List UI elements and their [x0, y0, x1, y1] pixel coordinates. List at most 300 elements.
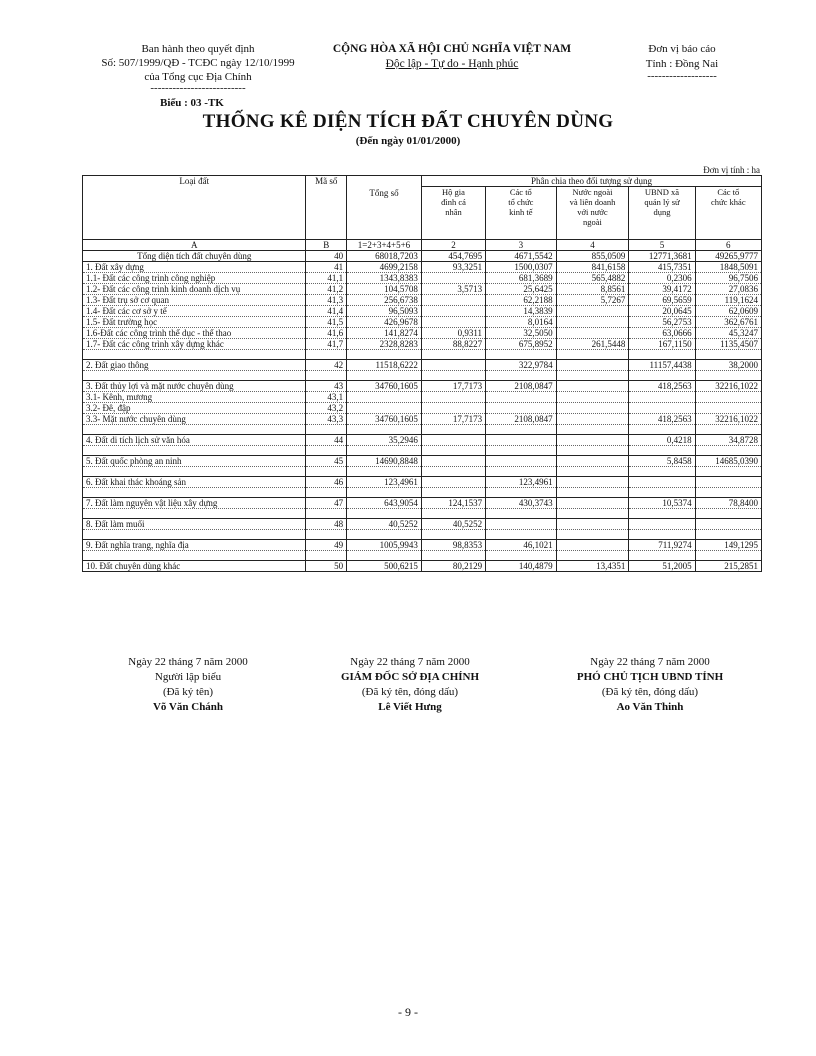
spacer-cell	[306, 530, 347, 540]
row-code: 48	[306, 519, 347, 530]
spacer-cell	[83, 446, 306, 456]
spacer-cell	[695, 446, 761, 456]
row-value: 14,3839	[486, 306, 557, 317]
row-value	[486, 403, 557, 414]
row-value: 25,6425	[486, 284, 557, 295]
spacer-cell	[347, 371, 422, 381]
row-label: 1.5- Đất trường học	[83, 317, 306, 328]
land-statistics-table	[82, 175, 762, 572]
row-value	[556, 360, 629, 371]
spacer-cell	[486, 530, 557, 540]
preparer-role: Người lập biểu	[154, 671, 222, 683]
row-value: 119,1624	[695, 295, 761, 306]
row-value: 38,2000	[695, 360, 761, 371]
spacer-cell	[347, 509, 422, 519]
row-value	[556, 403, 629, 414]
row-value: 4	[556, 240, 629, 251]
row-value: 3,5713	[421, 284, 485, 295]
group-spacer	[83, 488, 762, 498]
row-value: 51,2005	[629, 561, 695, 572]
spacer-cell	[83, 551, 306, 561]
issuing-line-3: của Tổng cục Địa Chính	[144, 71, 252, 83]
row-value: 2108,0847	[486, 414, 557, 425]
reporting-unit-block	[612, 42, 752, 80]
spacer-cell	[421, 467, 485, 477]
row-value	[421, 317, 485, 328]
row-value: 46,1021	[486, 540, 557, 551]
row-value: 96,5093	[347, 306, 422, 317]
row-label: 10. Đất chuyên dùng khác	[83, 561, 306, 572]
row-code: 43,1	[306, 392, 347, 403]
row-label: 7. Đất làm nguyên vật liệu xây dựng	[83, 498, 306, 509]
spacer-cell	[629, 350, 695, 360]
header-total: Tổng số	[347, 176, 422, 240]
spacer-cell	[556, 509, 629, 519]
unit-label: Đơn vị tính : ha	[703, 165, 760, 175]
header-commune-l2: quản lý sử	[644, 197, 680, 207]
row-value: 215,2851	[695, 561, 761, 572]
row-value: 418,2563	[629, 414, 695, 425]
header-economic-orgs	[486, 187, 557, 240]
spacer-cell	[486, 467, 557, 477]
spacer-cell	[306, 551, 347, 561]
row-value: 11157,4438	[629, 360, 695, 371]
row-value	[695, 403, 761, 414]
row-value: 426,9678	[347, 317, 422, 328]
row-value: 123,4961	[486, 477, 557, 488]
row-value	[421, 456, 485, 467]
row-value: 167,1150	[629, 339, 695, 350]
row-value	[556, 328, 629, 339]
table-row	[83, 339, 762, 350]
table-row	[83, 284, 762, 295]
table-row	[83, 392, 762, 403]
row-value: 39,4172	[629, 284, 695, 295]
row-value: 4671,5542	[486, 251, 557, 262]
group-spacer	[83, 530, 762, 540]
row-label: 1.7- Đất các công trình xây dựng khác	[83, 339, 306, 350]
spacer-cell	[347, 551, 422, 561]
director-role: GIÁM ĐỐC SỞ ĐỊA CHÍNH	[340, 671, 480, 683]
spacer-cell	[486, 371, 557, 381]
spacer-cell	[629, 425, 695, 435]
spacer-cell	[347, 488, 422, 498]
group-spacer	[83, 350, 762, 360]
national-header	[322, 42, 582, 72]
row-code: 41,5	[306, 317, 347, 328]
row-value: 34,8728	[695, 435, 761, 446]
row-value: 8,0164	[486, 317, 557, 328]
row-label: 3.1- Kênh, mương	[83, 392, 306, 403]
row-value: 17,7173	[421, 414, 485, 425]
issuing-line-1: Ban hành theo quyết định	[141, 43, 255, 55]
table-row	[83, 456, 762, 467]
header-commune	[629, 187, 695, 240]
group-spacer	[83, 551, 762, 561]
spacer-cell	[421, 488, 485, 498]
header-other-orgs-l1: Các tổ	[717, 187, 740, 197]
row-label: 1.4- Đất các cơ sở y tế	[83, 306, 306, 317]
row-label: 5. Đất quốc phòng an ninh	[83, 456, 306, 467]
row-value	[629, 477, 695, 488]
row-value: 124,1537	[421, 498, 485, 509]
header-code: Mã số	[306, 176, 347, 240]
row-value: 1=2+3+4+5+6	[347, 240, 422, 251]
row-value	[421, 477, 485, 488]
spacer-cell	[695, 488, 761, 498]
signature-director	[300, 655, 520, 715]
row-value: 5,7267	[556, 295, 629, 306]
spacer-cell	[695, 425, 761, 435]
spacer-cell	[421, 509, 485, 519]
row-value: 149,1295	[695, 540, 761, 551]
table-body	[83, 176, 762, 572]
form-code: Biểu : 03 -TK	[160, 97, 224, 109]
spacer-cell	[421, 530, 485, 540]
row-value: 0,2306	[629, 273, 695, 284]
spacer-cell	[629, 530, 695, 540]
row-label: 2. Đất giao thông	[83, 360, 306, 371]
row-value	[421, 435, 485, 446]
table-row	[83, 540, 762, 551]
row-value: 78,8400	[695, 498, 761, 509]
row-value: 40,5252	[347, 519, 422, 530]
row-value: 17,7173	[421, 381, 485, 392]
table-row	[83, 498, 762, 509]
table-row	[83, 477, 762, 488]
table-row	[83, 306, 762, 317]
spacer-cell	[629, 551, 695, 561]
row-value: 11518,6222	[347, 360, 422, 371]
director-date: Ngày 22 tháng 7 năm 2000	[350, 656, 470, 668]
row-code: 43,3	[306, 414, 347, 425]
preparer-note: (Đã ký tên)	[162, 686, 214, 698]
spacer-cell	[695, 509, 761, 519]
row-label: 1.6-Đất các công trình thể dục - thể thao	[83, 328, 306, 339]
header-land-type: Loại đất	[83, 176, 306, 240]
spacer-cell	[629, 509, 695, 519]
table-row	[83, 328, 762, 339]
row-code: 43	[306, 381, 347, 392]
spacer-cell	[421, 551, 485, 561]
row-value: 418,2563	[629, 381, 695, 392]
spacer-cell	[347, 425, 422, 435]
row-value	[556, 317, 629, 328]
page-number: - 9 -	[398, 1005, 418, 1019]
row-code: 41,3	[306, 295, 347, 306]
header-households	[421, 187, 485, 240]
spacer-cell	[306, 488, 347, 498]
table-row	[83, 273, 762, 284]
header-other-orgs	[695, 187, 761, 240]
row-code: 45	[306, 456, 347, 467]
row-value: 68018,7203	[347, 251, 422, 262]
spacer-cell	[695, 467, 761, 477]
row-label: 4. Đất di tích lịch sử văn hóa	[83, 435, 306, 446]
table-row	[83, 360, 762, 371]
vice-chairman-role: PHÓ CHỦ TỊCH UBND TỈNH	[576, 671, 724, 683]
reporting-unit-rule: -------------------	[647, 70, 717, 82]
spacer-cell	[306, 509, 347, 519]
spacer-cell	[556, 425, 629, 435]
spacer-cell	[421, 350, 485, 360]
row-value	[629, 403, 695, 414]
row-value	[695, 392, 761, 403]
header-economic-orgs-l1: Các tổ	[509, 187, 532, 197]
spacer-cell	[486, 425, 557, 435]
spacer-cell	[556, 488, 629, 498]
table-row	[83, 435, 762, 446]
signature-vice-chairman	[540, 655, 760, 715]
spacer-cell	[486, 350, 557, 360]
spacer-cell	[556, 371, 629, 381]
reporting-unit-label: Đơn vị báo cáo	[648, 43, 716, 55]
row-value: 0,4218	[629, 435, 695, 446]
table-row	[83, 403, 762, 414]
row-code: 41,7	[306, 339, 347, 350]
spacer-cell	[347, 467, 422, 477]
spacer-cell	[83, 467, 306, 477]
vice-chairman-note: (Đã ký tên, đóng dấu)	[601, 686, 699, 698]
row-value: 322,9784	[486, 360, 557, 371]
header-commune-l3: dụng	[653, 207, 671, 217]
spacer-cell	[306, 425, 347, 435]
vice-chairman-name: Ao Văn Thinh	[616, 701, 684, 713]
row-value	[556, 498, 629, 509]
row-value: 69,5659	[629, 295, 695, 306]
row-value: 841,6158	[556, 262, 629, 273]
spacer-cell	[83, 509, 306, 519]
spacer-cell	[629, 467, 695, 477]
vice-chairman-date: Ngày 22 tháng 7 năm 2000	[590, 656, 710, 668]
issuing-decision-block	[78, 42, 318, 92]
row-value	[486, 519, 557, 530]
spacer-cell	[556, 350, 629, 360]
row-value: 14685,0390	[695, 456, 761, 467]
row-label: A	[83, 240, 306, 251]
spacer-cell	[695, 530, 761, 540]
row-value: 34760,1605	[347, 414, 422, 425]
row-value: 10,5374	[629, 498, 695, 509]
row-value	[421, 295, 485, 306]
spacer-cell	[83, 371, 306, 381]
row-value: 20,0645	[629, 306, 695, 317]
spacer-cell	[306, 371, 347, 381]
spacer-cell	[556, 467, 629, 477]
header-foreign-l3: với nước	[577, 207, 608, 217]
row-value: 35,2946	[347, 435, 422, 446]
row-value	[556, 381, 629, 392]
row-label: 1.3- Đất trụ sở cơ quan	[83, 295, 306, 306]
header-households-l2: đình cá	[441, 197, 466, 207]
row-value: 1343,8383	[347, 273, 422, 284]
group-spacer	[83, 446, 762, 456]
row-value: 2	[421, 240, 485, 251]
spacer-cell	[421, 371, 485, 381]
row-value: 98,8353	[421, 540, 485, 551]
spacer-cell	[629, 371, 695, 381]
header-economic-orgs-l3: kinh tế	[509, 207, 533, 217]
row-value: 855,0509	[556, 251, 629, 262]
row-value	[486, 435, 557, 446]
row-value: 27,0836	[695, 284, 761, 295]
table-row	[83, 414, 762, 425]
table-row	[83, 519, 762, 530]
row-value: 0,9311	[421, 328, 485, 339]
director-name: Lê Viết Hưng	[378, 701, 442, 713]
spacer-cell	[556, 551, 629, 561]
row-value: 256,6738	[347, 295, 422, 306]
row-value	[629, 392, 695, 403]
row-label: Tổng diện tích đất chuyên dùng	[83, 251, 306, 262]
row-value	[556, 540, 629, 551]
spacer-cell	[347, 530, 422, 540]
header-commune-l1: UBND xã	[644, 187, 680, 197]
row-code: 49	[306, 540, 347, 551]
header-economic-orgs-l2: tổ chức	[508, 197, 534, 207]
spacer-cell	[695, 371, 761, 381]
table-row	[83, 561, 762, 572]
row-value	[486, 392, 557, 403]
row-code: 41,6	[306, 328, 347, 339]
row-code: 41	[306, 262, 347, 273]
spacer-cell	[486, 446, 557, 456]
table-row	[83, 262, 762, 273]
header-households-l1: Hộ gia	[442, 187, 465, 197]
row-value: 4699,2158	[347, 262, 422, 273]
header-group: Phân chia theo đối tượng sử dụng	[421, 176, 761, 187]
row-value: 415,7351	[629, 262, 695, 273]
row-value: 140,4879	[486, 561, 557, 572]
row-label: 3.2- Đê, đập	[83, 403, 306, 414]
row-value: 711,9274	[629, 540, 695, 551]
header-foreign-l1: Nước ngoài	[572, 187, 613, 197]
row-value: 454,7695	[421, 251, 485, 262]
row-code: 41,4	[306, 306, 347, 317]
row-label: 1.1- Đất các công trình công nghiệp	[83, 273, 306, 284]
index-row	[83, 240, 762, 251]
row-value	[421, 360, 485, 371]
spacer-cell	[306, 446, 347, 456]
header-foreign-l2: và liên doanh	[569, 197, 616, 207]
table-header-row	[83, 176, 762, 187]
row-value	[421, 392, 485, 403]
row-value: 62,0609	[695, 306, 761, 317]
row-value	[556, 477, 629, 488]
motto: Độc lập - Tự do - Hạnh phúc	[385, 58, 519, 70]
table-row	[83, 381, 762, 392]
row-label: 8. Đất làm muối	[83, 519, 306, 530]
spacer-cell	[347, 350, 422, 360]
row-value	[556, 306, 629, 317]
row-value: 96,7506	[695, 273, 761, 284]
row-value: 1848,5091	[695, 262, 761, 273]
row-value: 141,8274	[347, 328, 422, 339]
province-name: Tỉnh : Đồng Nai	[645, 58, 719, 70]
director-note: (Đã ký tên, đóng dấu)	[361, 686, 459, 698]
row-label: 3. Đất thủy lợi và mặt nước chuyên dùng	[83, 381, 306, 392]
row-value: 56,2753	[629, 317, 695, 328]
country-name: CỘNG HÒA XÃ HỘI CHỦ NGHĨA VIỆT NAM	[332, 43, 572, 55]
row-value: 49265,9777	[695, 251, 761, 262]
row-value: 14690,8848	[347, 456, 422, 467]
row-value: 362,6761	[695, 317, 761, 328]
page-subtitle: (Đến ngày 01/01/2000)	[355, 135, 461, 147]
row-value	[556, 435, 629, 446]
row-value: 5	[629, 240, 695, 251]
row-value: 1005,9943	[347, 540, 422, 551]
row-code: 43,2	[306, 403, 347, 414]
row-code: 40	[306, 251, 347, 262]
row-value: 45,3247	[695, 328, 761, 339]
row-value: 643,9054	[347, 498, 422, 509]
row-code: 44	[306, 435, 347, 446]
group-spacer	[83, 509, 762, 519]
row-value	[421, 273, 485, 284]
issuing-line-2: Số: 507/1999/QĐ - TCĐC ngày 12/10/1999	[101, 57, 295, 69]
issuing-rule: --------------------------	[150, 82, 246, 94]
row-code: 42	[306, 360, 347, 371]
row-value	[556, 414, 629, 425]
row-value: 1500,0307	[486, 262, 557, 273]
preparer-name: Võ Văn Chánh	[152, 701, 224, 713]
row-value: 63,0666	[629, 328, 695, 339]
row-value: 32,5050	[486, 328, 557, 339]
group-spacer	[83, 371, 762, 381]
row-value	[486, 456, 557, 467]
header-households-l3: nhân	[445, 207, 462, 217]
row-value: 104,5708	[347, 284, 422, 295]
spacer-cell	[556, 530, 629, 540]
row-label: 1.2- Đất các công trình kinh doanh dịch vụ	[83, 284, 306, 295]
row-value: 261,5448	[556, 339, 629, 350]
row-value	[695, 519, 761, 530]
row-value: 2328,8283	[347, 339, 422, 350]
row-value: 2108,0847	[486, 381, 557, 392]
spacer-cell	[629, 488, 695, 498]
row-value: 565,4882	[556, 273, 629, 284]
row-value: 8,8561	[556, 284, 629, 295]
row-label: 1. Đất xây dựng	[83, 262, 306, 273]
row-value: 40,5252	[421, 519, 485, 530]
row-value: 12771,3681	[629, 251, 695, 262]
spacer-cell	[306, 467, 347, 477]
spacer-cell	[629, 446, 695, 456]
spacer-cell	[83, 425, 306, 435]
header-foreign-l4: ngoài	[583, 217, 602, 227]
spacer-cell	[486, 488, 557, 498]
row-code: B	[306, 240, 347, 251]
spacer-cell	[556, 446, 629, 456]
table-row	[83, 295, 762, 306]
row-code: 41,1	[306, 273, 347, 284]
row-code: 47	[306, 498, 347, 509]
row-value: 500,6215	[347, 561, 422, 572]
spacer-cell	[347, 446, 422, 456]
row-value	[347, 403, 422, 414]
row-value: 88,8227	[421, 339, 485, 350]
row-code: 46	[306, 477, 347, 488]
row-value: 1135,4507	[695, 339, 761, 350]
row-value: 681,3689	[486, 273, 557, 284]
row-value	[556, 392, 629, 403]
row-value: 13,4351	[556, 561, 629, 572]
table-row	[83, 317, 762, 328]
row-value: 5,8458	[629, 456, 695, 467]
row-value	[347, 392, 422, 403]
spacer-cell	[486, 551, 557, 561]
row-label: 6. Đất khai thác khoáng sản	[83, 477, 306, 488]
